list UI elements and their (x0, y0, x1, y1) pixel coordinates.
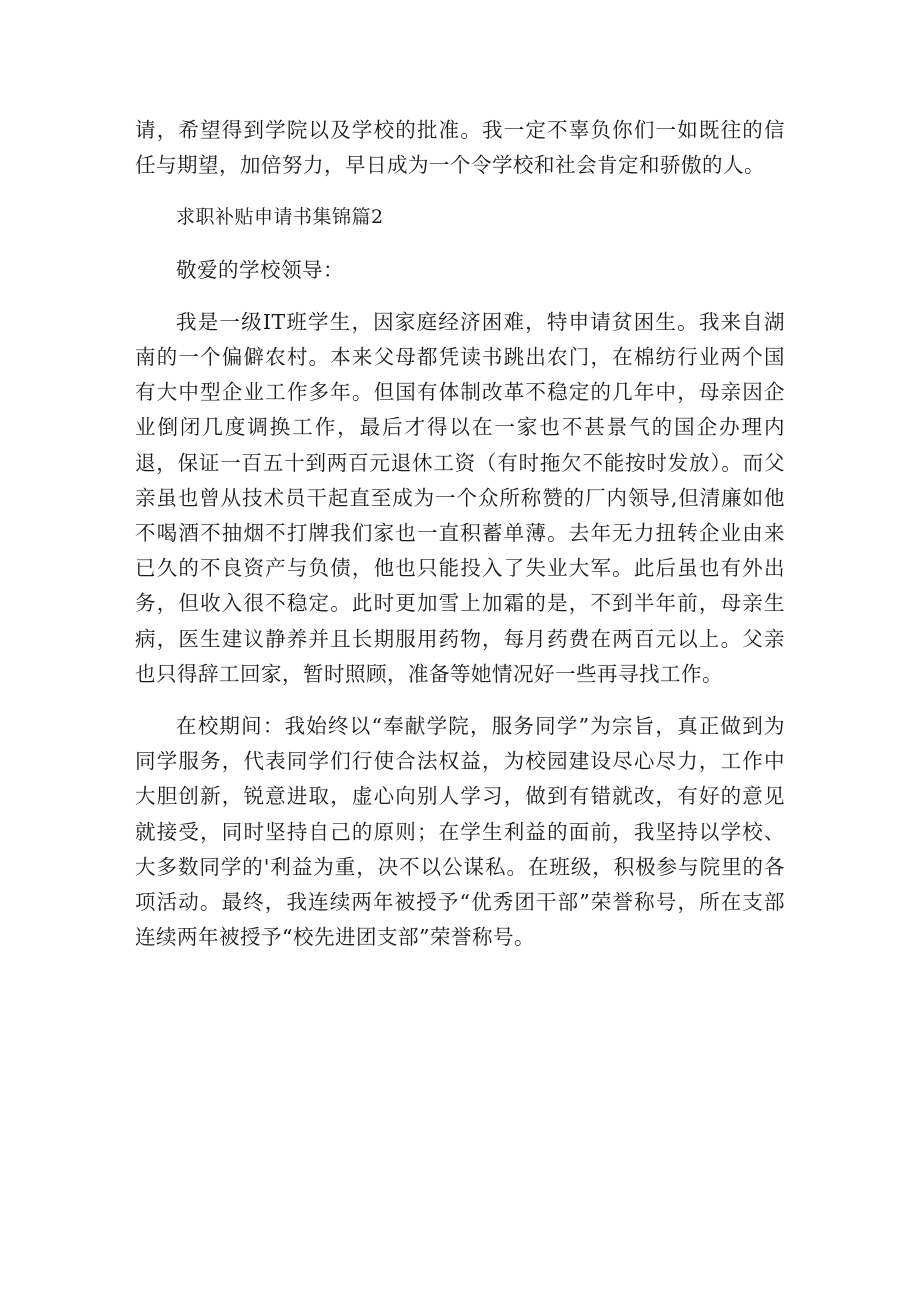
section-title: 求职补贴申请书集锦篇2 (176, 206, 384, 229)
paragraph-school-performance: 在校期间：我始终以“奉献学院，服务同学”为宗旨，真正做到为同学服务，代表同学们行使合法权益，为校园建设尽心尽力，工作中大胆创新，锐意进取，虚心向别人学习，做到有错就改，有好的意见就接受，同时坚持自己的原则；在学生利益的面前，我坚持以学校、大多数同学的'利益为重，决不以公谋私。在班级，积极参与院里的各项活动。最终，我连续两年被授予“优秀团干部”荣誉称号，所在支部连续两年被授予“校先进团支部”荣誉称号。 (135, 714, 785, 950)
salutation: 敬爱的学校领导： (176, 257, 344, 282)
paragraph-continuation: 请，希望得到学院以及学校的批准。我一定不辜负你们一如既往的信任与期望，加倍努力，早日成为一个令学校和社会肯定和骄傲的人。 (135, 118, 785, 178)
paragraph-family-background: 我是一级IT班学生，因家庭经济困难，特申请贫困生。我来自湖南的一个偏僻农村。本来父母都凭读书跳出农门，在棉纺行业两个国有大中型企业工作多年。但国有体制改革不稳定的几年中，母亲因企业倒闭几度调换工作，最后才得以在一家也不甚景气的国企办理内退，保证一百五十到两百元退休工资（有时拖欠不能按时发放）。而父亲虽也曾从技术员干起直至成为一个众所称赞的厂内领导,但清廉如他不喝酒不抽烟不打牌我们家也一直积蓄单薄。去年无力扭转企业由来已久的不良资产与负债，他也只能投入了失业大军。此后虽也有外出务，但收入很不稳定。此时更加雪上加霜的是，不到半年前，母亲生病，医生建议静养并且长期服用药物，每月药费在两百元以上。父亲也只得辞工回家，暂时照顾，准备等她情况好一些再寻找工作。 (135, 309, 785, 686)
document-body (135, 113, 785, 955)
